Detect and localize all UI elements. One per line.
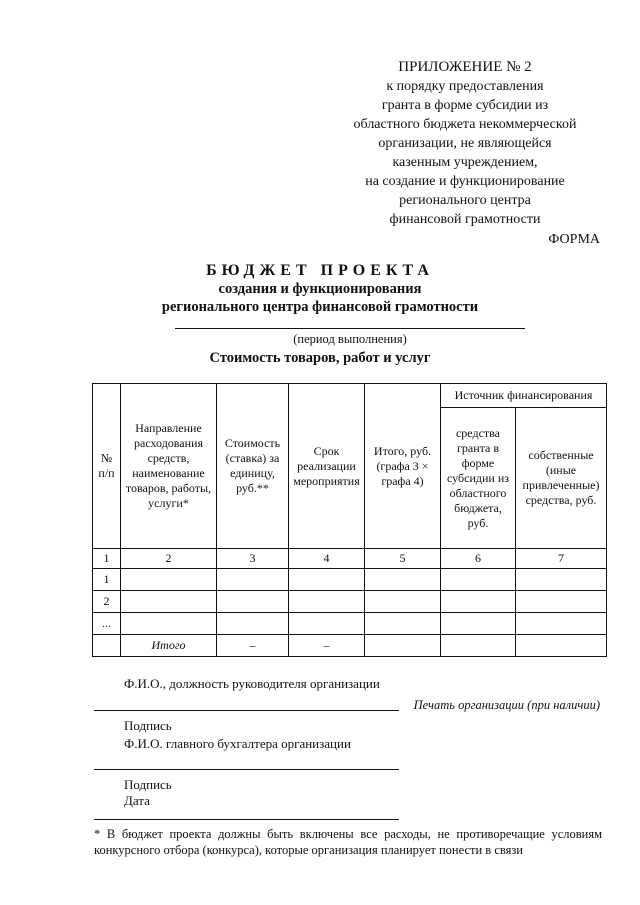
table-cell [289, 613, 365, 635]
footnote-separator [94, 819, 399, 820]
row-number: 2 [93, 591, 121, 613]
column-number: 4 [289, 549, 365, 569]
accountant-signature-line [94, 769, 399, 770]
document-title-block [0, 262, 640, 316]
signature-label: Подпись [124, 777, 172, 792]
header-own: собственные (иные привлеченные) средства, руб. [516, 408, 607, 549]
period-line [175, 328, 525, 329]
total-row [93, 635, 607, 657]
column-number: 3 [217, 549, 289, 569]
footnote: * В бюджет проекта должны быть включены все расходы, не противоречащие условиям конкурсного отбора (конкурса), которые организация планирует понести в связи [94, 827, 602, 857]
appendix-line: к порядку предоставления [386, 79, 544, 94]
total-term: – [289, 635, 365, 657]
signature-label: Подпись [124, 718, 172, 733]
appendix-line: казенным учреждением, [392, 155, 538, 170]
total-cost: – [217, 635, 289, 657]
table-cell [289, 569, 365, 591]
table-row [93, 613, 607, 635]
table-cell [121, 591, 217, 613]
appendix-title: ПРИЛОЖЕНИЕ № 2 [398, 59, 532, 75]
row-number: ... [93, 613, 121, 635]
header-cost: Стоимость (ставка) за единицу, руб.** [217, 384, 289, 549]
date-label: Дата [124, 793, 150, 808]
header-direction: Направление расходования средств, наименование товаров, работы, услуги* [121, 384, 217, 549]
table-cell [93, 635, 121, 657]
table-cell [365, 635, 441, 657]
table-row [93, 569, 607, 591]
header-term: Срок реализации мероприятия [289, 384, 365, 549]
table-cell [516, 569, 607, 591]
table-cell [217, 591, 289, 613]
table-cell [217, 613, 289, 635]
table-cell [441, 635, 516, 657]
column-number: 7 [516, 549, 607, 569]
column-number: 5 [365, 549, 441, 569]
table-cell [441, 591, 516, 613]
table-cell [289, 591, 365, 613]
form-label: ФОРМА [548, 232, 600, 247]
header-grant: средства гранта в форме субсидии из областного бюджета, руб. [441, 408, 516, 549]
table-cell [217, 569, 289, 591]
table-cell [516, 635, 607, 657]
appendix-line: организации, не являющейся [378, 136, 552, 151]
table-cell [121, 569, 217, 591]
table-cell [365, 613, 441, 635]
column-number-row [93, 549, 607, 569]
appendix-header [330, 58, 600, 229]
table-cell [121, 613, 217, 635]
table-cell [441, 569, 516, 591]
appendix-line: гранта в форме субсидии из [381, 98, 549, 113]
head-signature-line [94, 710, 399, 711]
document-subtitle: создания и функционирования [218, 281, 422, 297]
stamp-label: Печать организации (при наличии) [413, 698, 600, 712]
appendix-line: регионального центра [399, 193, 531, 208]
header-num: № п/п [93, 384, 121, 549]
period-hint: (период выполнения) [293, 332, 407, 346]
appendix-line: областного бюджета некоммерческой [353, 117, 577, 132]
accountant-label: Ф.И.О. главного бухгалтера организации [124, 736, 351, 751]
section-title: Стоимость товаров, работ и услуг [209, 350, 431, 366]
appendix-line: на создание и функционирование [365, 174, 565, 189]
appendix-line: финансовой грамотности [389, 212, 541, 227]
column-number: 2 [121, 549, 217, 569]
table-row [93, 591, 607, 613]
row-number: 1 [93, 569, 121, 591]
head-label: Ф.И.О., должность руководителя организации [124, 676, 380, 691]
table-cell [441, 613, 516, 635]
header-source: Источник финансирования [441, 384, 607, 408]
document-title: БЮДЖЕТ ПРОЕКТА [206, 262, 434, 279]
total-label: Итого [121, 635, 217, 657]
column-number: 6 [441, 549, 516, 569]
budget-table [92, 383, 607, 657]
table-cell [365, 569, 441, 591]
table-cell [516, 613, 607, 635]
column-number: 1 [93, 549, 121, 569]
table-cell [516, 591, 607, 613]
document-subtitle: регионального центра финансовой грамотности [161, 299, 479, 315]
table-cell [365, 591, 441, 613]
header-total: Итого, руб. (графа 3 × графа 4) [365, 384, 441, 549]
